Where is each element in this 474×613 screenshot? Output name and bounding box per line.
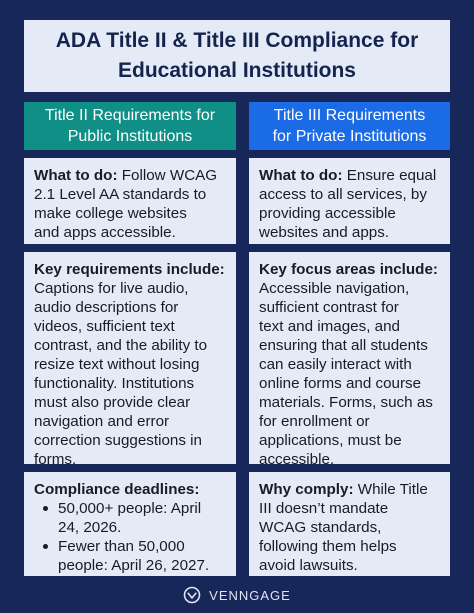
title-ii-key-requirements-card bbox=[24, 252, 236, 468]
deadline-list bbox=[34, 499, 226, 575]
card-text-line: videos, sufficient text bbox=[34, 318, 175, 335]
brand-name: VENNGAGE bbox=[209, 587, 291, 603]
venngage-footer bbox=[0, 583, 474, 607]
title-iii-why-text: While Title bbox=[357, 481, 428, 498]
bullet-icon bbox=[43, 544, 48, 549]
card-text-line: Accessible navigation, bbox=[259, 280, 410, 297]
card-text-line: resize text without losing bbox=[34, 356, 200, 373]
title-iii-why-label: Why comply: bbox=[259, 481, 354, 498]
card-text-line bbox=[34, 166, 226, 185]
card-text-line: functionality. Institutions bbox=[34, 375, 195, 392]
page-title-line-1: ADA Title II & Title III Compliance for bbox=[55, 29, 419, 52]
card-text-line: 2.1 Level AA standards to bbox=[34, 186, 207, 203]
title-ii-what-label: What to do: bbox=[34, 167, 118, 184]
card-text-line: ensuring that all students bbox=[259, 337, 428, 354]
title-ii-what-text: Follow WCAG bbox=[121, 167, 218, 184]
card-text-line bbox=[259, 480, 440, 499]
title-ii-what-to-do-card bbox=[24, 158, 236, 244]
card-text-line: navigation and error bbox=[34, 413, 170, 430]
title-iii-header-line-2: for Private Institutions bbox=[272, 128, 427, 145]
deadline-item bbox=[34, 537, 226, 575]
deadline-item-line: 24, 2026. bbox=[58, 519, 122, 536]
card-text-line: forms. bbox=[34, 451, 77, 468]
deadline-item-line: people: April 26, 2027. bbox=[58, 557, 210, 574]
card-text-line: correction suggestions in bbox=[34, 432, 202, 449]
card-text-line: must also provide clear bbox=[34, 394, 191, 411]
title-ii-header bbox=[24, 102, 236, 150]
bullet-icon bbox=[43, 506, 48, 511]
title-ii-deadlines-label: Compliance deadlines: bbox=[34, 481, 200, 498]
venngage-logo-icon bbox=[183, 586, 201, 604]
card-text-line: online forms and course bbox=[259, 375, 422, 392]
title-iii-key-focus-card bbox=[249, 252, 450, 468]
card-text-line: following them helps bbox=[259, 538, 397, 555]
card-text-line: for enrollment or bbox=[259, 413, 370, 430]
title-ii-deadlines-card bbox=[24, 472, 236, 576]
title-iii-why-comply-card bbox=[249, 472, 450, 576]
card-text-line: Captions for live audio, bbox=[34, 280, 189, 297]
title-ii-header-line-2: Public Institutions bbox=[67, 128, 193, 145]
title-iii-what-label: What to do: bbox=[259, 167, 343, 184]
card-text-line bbox=[259, 166, 440, 185]
card-text-line: websites and apps. bbox=[259, 224, 390, 241]
card-text-line: access to all services, by bbox=[259, 186, 427, 203]
card-text-line: WCAG standards, bbox=[259, 519, 382, 536]
deadline-item bbox=[34, 499, 226, 537]
title-iii-focus-label: Key focus areas include: bbox=[259, 261, 438, 278]
card-text-line: accessible. bbox=[259, 451, 335, 468]
card-text-line: applications, must be bbox=[259, 432, 402, 449]
card-text-line: contrast, and the ability to bbox=[34, 337, 208, 354]
title-iii-header-line-1: Title III Requirements bbox=[273, 107, 426, 124]
card-text-line: text and images, and bbox=[259, 318, 400, 335]
page-title-box bbox=[24, 20, 450, 92]
card-text-line: and apps accessible. bbox=[34, 224, 176, 241]
card-text-line: make college websites bbox=[34, 205, 187, 222]
title-iii-what-to-do-card bbox=[249, 158, 450, 244]
card-text-line: sufficient contrast for bbox=[259, 299, 399, 316]
card-text-line: audio descriptions for bbox=[34, 299, 179, 316]
card-text-line: III doesn’t mandate bbox=[259, 500, 389, 517]
card-text-line: can easily interact with bbox=[259, 356, 412, 373]
card-text-line: avoid lawsuits. bbox=[259, 557, 358, 574]
title-iii-what-text: Ensure equal bbox=[346, 167, 437, 184]
title-ii-requirements-label: Key requirements include: bbox=[34, 261, 225, 278]
title-iii-header bbox=[249, 102, 450, 150]
card-text-line: providing accessible bbox=[259, 205, 396, 222]
title-ii-header-line-1: Title II Requirements for bbox=[44, 107, 216, 124]
card-text-line: materials. Forms, such as bbox=[259, 394, 433, 411]
deadline-item-line: Fewer than 50,000 bbox=[58, 538, 185, 555]
deadline-item-line: 50,000+ people: April bbox=[58, 500, 202, 517]
page-title-line-2: Educational Institutions bbox=[117, 59, 356, 82]
